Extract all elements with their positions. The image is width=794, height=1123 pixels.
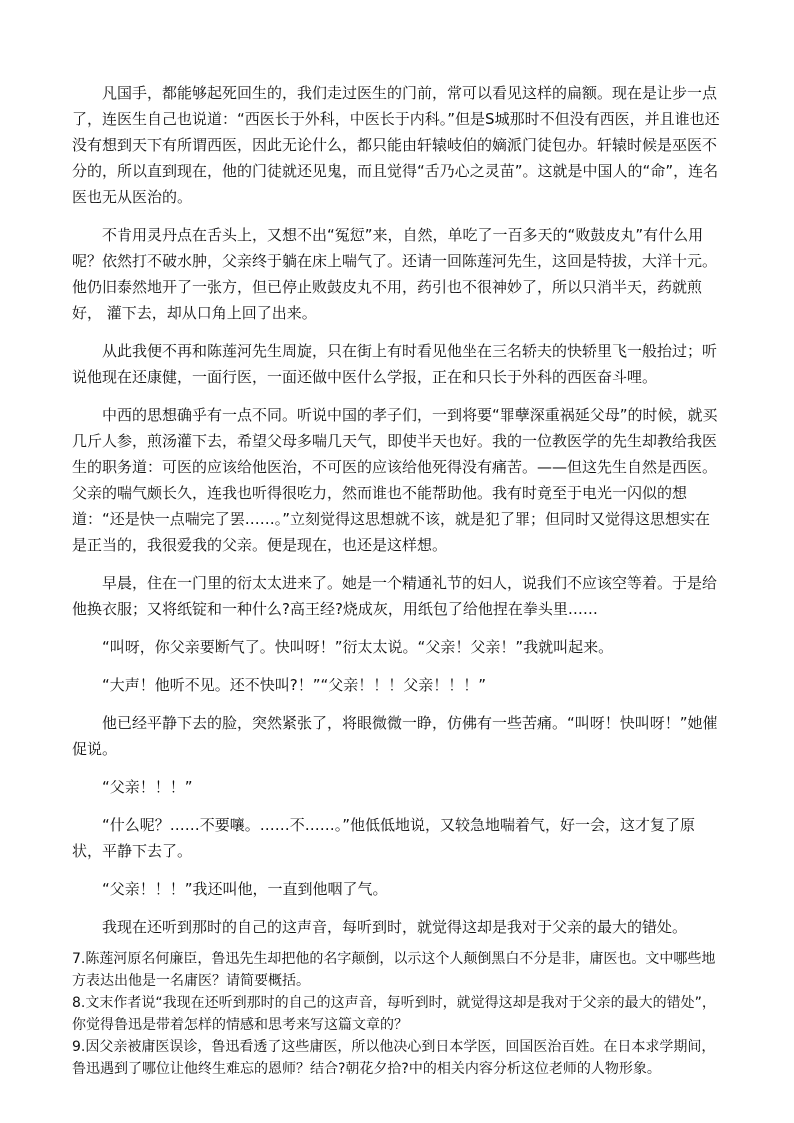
question-7: 7.陈莲河原名何廉臣，鲁迅先生却把他的名字颠倒，以示这个人颠倒黑白不分是非，庸医也。文中哪些地方表达出他是一名庸医？请简要概括。 xyxy=(72,951,716,989)
paragraph-chinese-western-thought: 中西的思想确乎有一点不同。听说中国的孝子们，一到将要“罪孽深重祸延父母”的时候，就买几斤人参，煎汤灌下去，希望父母多喘几天气，即使半天也好。我的一位教医学的先生却教给我医生的职务道：可医的应该给他医治，不可医的应该给他死得没有痛苦。——但这先生自然是西医。父亲的喘气颇长久，连我也听得很吃力，然而谁也不能帮助他。我有时竟至于电光一闪似的想道：“还是快一点喘完了罢……。”立刻觉得这思想就不该，就是犯了罪；但同时又觉得这思想实在是正当的，我很爱我的父亲。便是现在，也还是这样想。 xyxy=(72,406,718,554)
dialogue-line-3: 他已经平静下去的脸，突然紧张了，将眼微微一睁，仿佛有一些苦痛。“叫呀！快叫呀！”她催促说。 xyxy=(72,714,718,758)
paragraph-famous-doctors: 凡国手，都能够起死回生的，我们走过医生的门前，常可以看见这样的扁额。现在是让步一点了，连医生自己也说道：“西医长于外科，中医长于内科。”但是S城那时不但没有西医，并且谁也还没有想到天下有所谓西医，因此无论什么，都只能由轩辕岐伯的嫡派门徒包办。轩辕时候是巫医不分的，所以直到现在，他的门徒就还见鬼，而且觉得“舌乃心之灵苗”。这就是中国人的“命”，连名医也无从医治的。 xyxy=(72,84,720,206)
dialogue-line-6: “父亲！！！”我还叫他，一直到他咽了气。 xyxy=(102,880,388,898)
paragraph-broken-drum-pills: 不肯用灵丹点在舌头上，又想不出“冤愆”来，自然，单吃了一百多天的“败鼓皮丸”有什么用呢？依然打不破水肿，父亲终于躺在床上喘气了。还请一回陈莲河先生，这回是特拔，大洋十元。他仍旧泰然地开了一张方，但已停止败鼓皮丸不用，药引也不很神妙了，所以只消半天，药就煎好， 灌下去，却从口角上回了出来。 xyxy=(72,226,718,322)
paragraph-mrs-yan: 早晨，住在一门里的衍太太进来了。她是一个精通礼节的妇人，说我们不应该空等着。于是给他换衣服；又将纸锭和一种什么?高王经?烧成灰，用纸包了给他捏在拳头里…… xyxy=(72,574,718,618)
dialogue-line-4: “父亲！！！” xyxy=(102,778,193,796)
dialogue-line-1: “叫呀，你父亲要断气了。快叫呀！”衍太太说。“父亲！父亲！”我就叫起来。 xyxy=(102,638,614,656)
dialogue-line-5: “什么呢？……不要嚷。……不……。”他低低地说，又较急地喘着气，好一会，这才复了原状，平静下去了。 xyxy=(72,816,696,860)
question-9: 9.因父亲被庸医误诊，鲁迅看透了这些庸医，所以他决心到日本学医，回国医治百姓。在日本求学期间，鲁迅遇到了哪位让他终生难忘的恩师？结合?朝花夕拾?中的相关内容分析这位老师的人物形象。 xyxy=(72,1039,716,1077)
dialogue-line-2: “大声！他听不见。还不快叫?！”“父亲！！！父亲！！！” xyxy=(102,676,487,694)
paragraph-no-more-chen: 从此我便不再和陈莲河先生周旋，只在街上有时看见他坐在三名轿夫的快轿里飞一般抬过；听说他现在还康健，一面行医，一面还做中医什么学报，正在和只长于外科的西医奋斗哩。 xyxy=(72,342,718,386)
question-8: 8.文末作者说“我现在还听到那时的自己的这声音，每听到时，就觉得这却是我对于父亲的最大的错处”，你觉得鲁迅是带着怎样的情感和思考来写这篇文章的？ xyxy=(72,995,716,1033)
paragraph-final-regret: 我现在还听到那时的自己的这声音，每听到时，就觉得这却是我对于父亲的最大的错处。 xyxy=(102,918,688,936)
document-page xyxy=(72,80,722,1080)
